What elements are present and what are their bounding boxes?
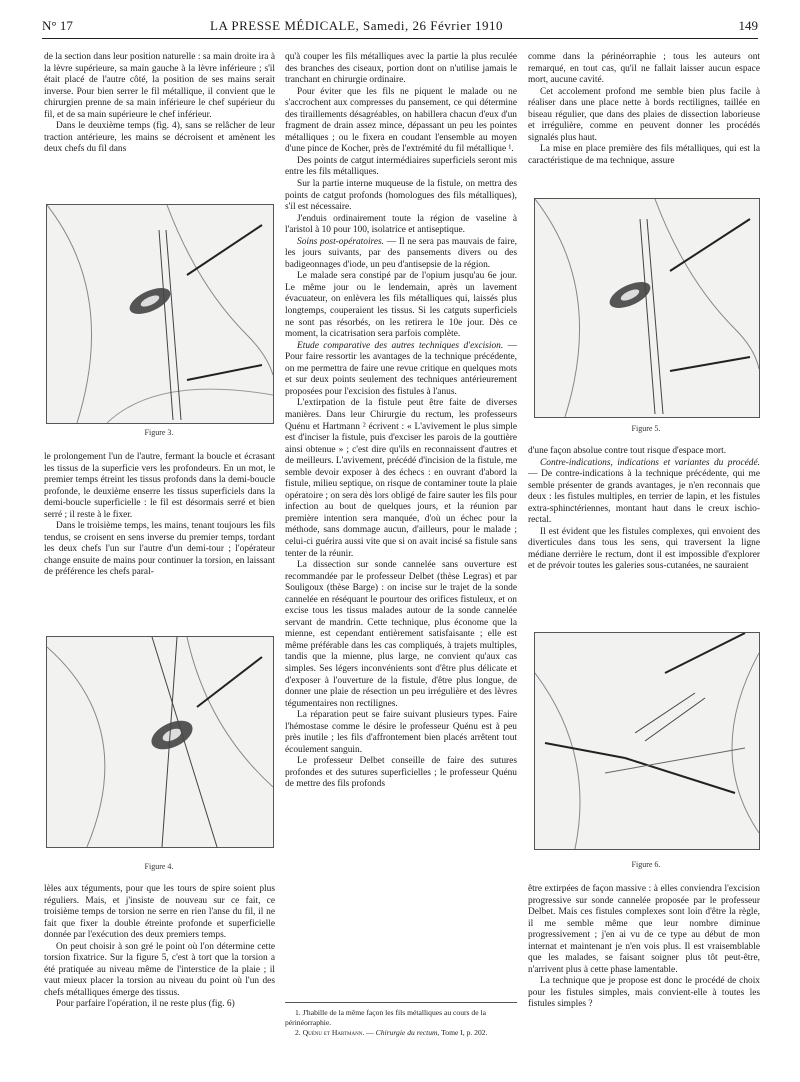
- paragraph: de la section dans leur position naturelle : sa main droite ira à la lèvre supérieure, sa main gauche à la lèvre inférieure ; s'il était placé de l'autre côté, la position de ses mains serait inverse. Pour bien serrer le fil métallique, il convient que le chirurgien prenne de sa main inférieure le chef supérieur du fil, et de sa main supérieure le chef inférieur.: [44, 52, 275, 120]
- page-number: 149: [738, 18, 758, 33]
- figure-5: [534, 198, 760, 418]
- paragraph: être extirpées de façon massive : à elles conviendra l'excision progressive sur sonde cannelée proposée par le professeur Delbet. Mais ces fistules complexes sont loin d'être la règle, il me semble même que leur nombre diminue progressivement ; j'en ai vu de ce type au début de mon internat et maintenant je n'en vois plus. Il est vraisemblable que les malades, se faisant soigner plus tôt peut-être, n'arrivent plus à cette phase lamentable.: [528, 884, 760, 975]
- paragraph: Il est évident que les fistules complexes, qui envoient des diverticules dans tous les sens, qui traversent la ligne médiane derrière le rectum, dont il est impossible d'explorer et de prévoir toutes les galeries sous-cutanées, ne sauraient: [528, 526, 760, 572]
- figure-6: [534, 632, 760, 850]
- figure-4-caption: Figure 4.: [144, 862, 174, 871]
- figure-6-caption: Figure 6.: [631, 860, 661, 869]
- surgical-illustration: [535, 199, 759, 417]
- paragraph: J'enduis ordinairement toute la région de vaseline à l'aristol à 10 pour 100, isolatrice et antiseptique.: [285, 213, 517, 236]
- paragraph: Cet accolement profond me semble bien plus facile à réaliser dans une place nette à bords rectilignes, taillée en biseau régulier, que dans des plaies de dissection laborieuse et irrégulière, comme en peuvent donner les procédés signalés plus haut.: [528, 86, 760, 143]
- footnote-rule: [285, 1002, 517, 1003]
- footnote: 1. J'habille de la même façon les fils métalliques au cours de la périnéorraphie.: [285, 1008, 486, 1027]
- paragraph: Sur la partie interne muqueuse de la fistule, on mettra des points de catgut profonds (homologues des fils métalliques), s'il est nécessaire.: [285, 179, 517, 213]
- paragraph: qu'à couper les fils métalliques avec la partie la plus reculée des branches des ciseaux, portion dont on n'utilise jamais le tranchant en chirurgie ordinaire.: [285, 52, 517, 86]
- paragraph: La réparation peut se faire suivant plusieurs types. Faire l'hémostase comme le désire le professeur Quénu est à peu près inutile ; les fils d'affrontement bien placés arrêtent tout écoulement sanguin.: [285, 710, 517, 755]
- paragraph: La technique que je propose est donc le procédé de choix pour les fistules simples, mais convient-elle à toutes les fistules simples ?: [528, 976, 760, 1010]
- column-1-bottom: [44, 884, 275, 1011]
- column-2: [285, 52, 517, 791]
- figure-5-caption: Figure 5.: [631, 424, 661, 433]
- paragraph: Pour parfaire l'opération, il ne reste plus (fig. 6): [56, 999, 235, 1010]
- column-1-top: [44, 52, 275, 156]
- footnotes: [285, 1008, 517, 1038]
- figure-4: [46, 636, 274, 848]
- section-heading: Soins post-opératoires.: [297, 236, 385, 247]
- surgical-illustration: [47, 637, 273, 847]
- journal-title: LA PRESSE MÉDICALE, Samedi, 26 Février 1910: [210, 18, 504, 33]
- paragraph: Le malade sera constipé par de l'opium jusqu'au 6e jour. Le même jour ou le lendemain, après un lavement évacuateur, on enlèvera les fils métalliques qui, laissés plus longtemps, couperaient les tissus. Si les catguts superficiels ne sont pas résorbés, on les retirera le 10e jour. Dès ce moment, la cicatrisation sera parfois complète.: [285, 271, 517, 340]
- paragraph: Contre-indications, indications et variantes du procédé. — De contre-indications à la technique précédente, qui me semble présenter de grands avantages, je n'en reconnais que deux : les fistules multiples, en terrier de lapin, et les fistules extra-sphinctériennes, montant haut dans le creux ischio-rectal.: [528, 457, 760, 526]
- header-rule: [42, 38, 758, 39]
- section-heading: Contre-indications, indications et variantes du procédé.: [540, 457, 760, 468]
- paragraph: La mise en place première des fils métalliques, qui est la caractéristique de ma technique, assure: [528, 144, 760, 166]
- surgical-illustration: [47, 205, 273, 423]
- paragraph: Dans le deuxième temps (fig. 4), sans se relâcher de leur traction antérieure, les mains se décroisent et amènent les deux chefs du fil dans: [44, 121, 275, 155]
- paragraph: La dissection sur sonde cannelée sans ouverture est recommandée par le professeur Delbet (thèse Legras) et par Souligoux (thèse Barge) : on incise sur le trajet de la sonde cannelée en réséquant le pourtour des orifices fistuleux, et on excise tous les tissus malades autour de la sonde cannelée servant de mandrin. Cette technique, plus économe que la mienne, est cependant entièrement satisfaisante ; elle est même préférable dans les cas compliqués, à trajets multiples, tandis que la mienne, plus large, ne convient qu'aux cas simples. Ses légers inconvénients sont d'être plus délicate et d'exposer à l'ouverture de la fistule, d'être plus longue, de donner une plaie de résection un peu irrégulière et des lèvres tégumentaires non rectilignes.: [285, 560, 517, 709]
- paragraph: L'extirpation de la fistule peut être faite de diverses manières. Dans leur Chirurgie du rectum, les professeurs Quénu et Hartmann ² écrivent : « L'avivement le plus simple est d'inciser la fistule, puis d'exciser les parois de la gouttière ainsi obtenue » ; c'est dire qu'ils en reconnaissent d'autres et de meilleurs. L'avivement, précédé d'incision de la fistule, me semble devoir exposer à des échecs : en ouvrant d'abord la fistule, milieu septique, on risque de contaminer toute la plaie opératoire ; on sera dès lors obligé de faire sauter les fils pour infection au bout de quelques jours, et la réunion par première intention sera manquée, d'où un échec pour la méthode, sans dommage aucun, d'ailleurs, pour le malade ; celui-ci guérira aussi vite que si on avait incisé sa fistule sans tenter de la réunir.: [285, 398, 517, 559]
- figure-3-caption: Figure 3.: [144, 428, 174, 437]
- paragraph: le prolongement l'un de l'autre, fermant la boucle et écrasant les tissus de la superficie vers les profondeurs. En un mot, le premier temps étreint les tissus profonds dans la demi-boucle profonde, le deuxième enserre les tissus superficiels dans la demi-boucle superficielle : le fil est désormais serré et bien serré ; il reste à le fixer.: [44, 452, 275, 520]
- paragraph: Dans le troisième temps, les mains, tenant toujours les fils tendus, se croisent en sens inverse du premier temps, tordant les deux chefs l'un sur l'autre d'un demi-tour ; l'opérateur change ensuite de mains pour continuer la torsion, en laissant de préférence les chefs paral-: [44, 521, 275, 578]
- column-3-top: [528, 52, 760, 167]
- surgical-illustration: [535, 633, 759, 849]
- paragraph: On peut choisir à son gré le point où l'on détermine cette torsion fixatrice. Sur la figure 5, c'est à tort que la torsion a été pratiquée au niveau même de l'interstice de la plaie ; il vaut mieux placer la torsion au niveau du point où l'un des chefs métalliques émerge des tissus.: [44, 941, 275, 998]
- column-3-bottom: [528, 884, 760, 1011]
- paragraph: Le professeur Delbet conseille de faire des sutures profondes et des sutures superficielles ; le professeur Quénu de mettre des fils profonds: [285, 756, 517, 790]
- paragraph: d'une façon absolue contre tout risque d'espace mort.: [528, 446, 727, 456]
- paragraph: lèles aux téguments, pour que les tours de spire soient plus réguliers. Mais, et j'insiste de nouveau sur ce fait, ce troisième temps de torsion ne serre en rien l'anse du fil, il ne fait que fixer la double étreinte profonde et superficielle donnée par l'exécution des deux premiers temps.: [44, 884, 275, 941]
- section-heading: Etude comparative des autres techniques d'excision.: [297, 340, 504, 351]
- column-3-middle: [528, 446, 760, 573]
- running-header: [42, 18, 758, 38]
- issue-number: N° 17: [42, 18, 73, 33]
- footnote: 2. Quénu et Hartmann. — Chirurgie du rectum, Tome I, p. 202.: [295, 1028, 488, 1037]
- paragraph: Etude comparative des autres techniques d'excision. — Pour faire ressortir les avantages de la technique précédente, on me permettra de faire une revue critique en quelques mots et sur deux points seulement des techniques antérieurement proposées pour l'excision des fistules à l'anus.: [285, 340, 517, 397]
- paragraph: Soins post-opératoires. — Il ne sera pas mauvais de faire, les jours suivants, par des pansements divers ou des badigeonnages d'iode, un peu d'antisepsie de la région.: [285, 236, 517, 270]
- column-1-middle: [44, 452, 275, 579]
- paragraph: Des points de catgut intermédiaires superficiels seront mis entre les fils métalliques.: [285, 155, 517, 178]
- paragraph: Pour éviter que les fils ne piquent le malade ou ne s'accrochent aux compresses du pansement, ce qui détermine des tiraillements désagréables, on habillera chacun d'eux d'un fragment de drain assez mince, dépassant un peu les pointes métalliques ; ou le fixera en coudant l'ensemble au moyen d'une pince de Kocher, près de l'extrémité du fil métallique ¹.: [285, 86, 517, 155]
- paragraph: comme dans la périnéorraphie ; tous les auteurs ont remarqué, en tout cas, qu'il ne fallait laisser aucun espace mort, aucune cavité.: [528, 52, 760, 86]
- figure-3: [46, 204, 274, 424]
